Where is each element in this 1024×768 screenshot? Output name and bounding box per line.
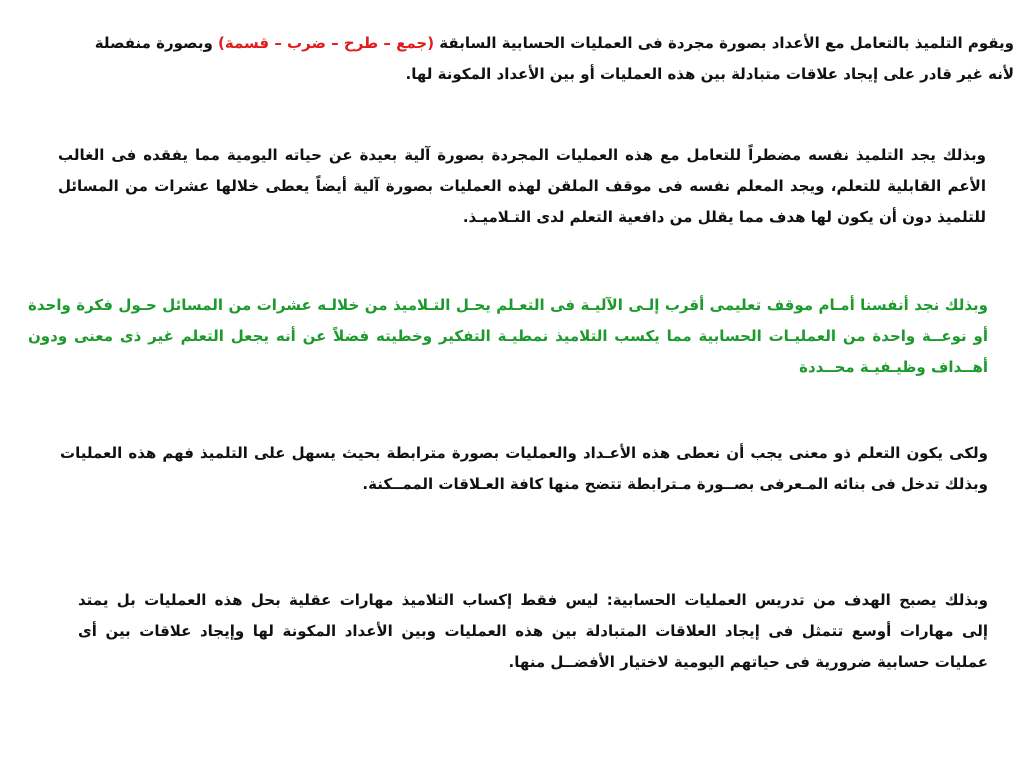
paragraph-line: وبذلك نجد أنفسنا أمـام موقف تعليمى أقرب إلـى الآليـة فى التعـلم يحـل التـلاميذ من خلالـه عشرات من المسائل حـول فكرة واحدة [28,296,988,314]
paragraph-line [10,28,1014,59]
paragraph-line: أو نوعــة واحدة من العمليـات الحسابية مما يكسب التلاميذ نمطيـة التفكير وخطيته فضلاً عن أنه يجعل التعلم غير ذى معنى ودون [28,327,988,345]
paragraph-mechanical-learning [28,290,988,383]
paragraph-meaningful-learning [60,438,988,500]
paragraph-line: عمليات حسابية ضرورية فى حياتهم اليومية لاختيار الأفضــل منها. [508,653,988,671]
paragraph-line: وبذلك يجد التلميذ نفسه مضطراً للتعامل مع هذه العمليات المجردة بصورة آلية بعيدة عن حياته اليومية مما يفقده فى الغالب [58,146,986,164]
line-text-start: ويقوم التلميذ بالتعامل مع الأعداد بصورة مجردة فى العمليات الحسابية السابقة [434,34,1014,52]
paragraph-line: وبذلك تدخل فى بنائه المـعرفى بصــورة مـترابطة تتضح منها كافة العـلاقات الممــكنة. [362,475,988,493]
paragraph-line: الأعم القابلية للتعلم، ويجد المعلم نفسه فى موقف الملقن لهذه العمليات بصورة آلية أيضاً يعطى خلالها عشرات من المسائل [58,177,986,195]
paragraph-arithmetic-operations [10,28,1014,90]
line-text-end: وبصورة منفصلة [94,34,218,52]
paragraph-line: لأنه غير قادر على إيجاد علاقات متبادلة بين هذه العمليات أو بين الأعداد المكونة لها. [405,65,1014,83]
paragraph-line: إلى مهارات أوسع تتمثل فى إيجاد العلاقات المتبادلة بين هذه العمليات وبين الأعداد المكونة لها وإيجاد علاقات بين أى [78,622,988,640]
paragraph-teaching-goal [78,585,988,678]
paragraph-line: وبذلك يصبح الهدف من تدريس العمليات الحسابية: ليس فقط إكساب التلاميذ مهارات عقلية بحل هذه العمليات بل يمتد [78,591,988,609]
paragraph-rote-learning [58,140,986,233]
operations-highlight: (جمع – طرح – ضرب – قسمة) [218,34,435,52]
paragraph-line: أهــداف وظيـفيـة محــددة [799,358,988,376]
paragraph-line: للتلميذ دون أن يكون لها هدف مما يقلل من دافعية التعلم لدى التـلاميـذ. [462,208,986,226]
paragraph-line: ولكى يكون التعلم ذو معنى يجب أن نعطى هذه الأعـداد والعمليات بصورة مترابطة بحيث يسهل على التلميذ فهم هذه العمليات [60,444,988,462]
